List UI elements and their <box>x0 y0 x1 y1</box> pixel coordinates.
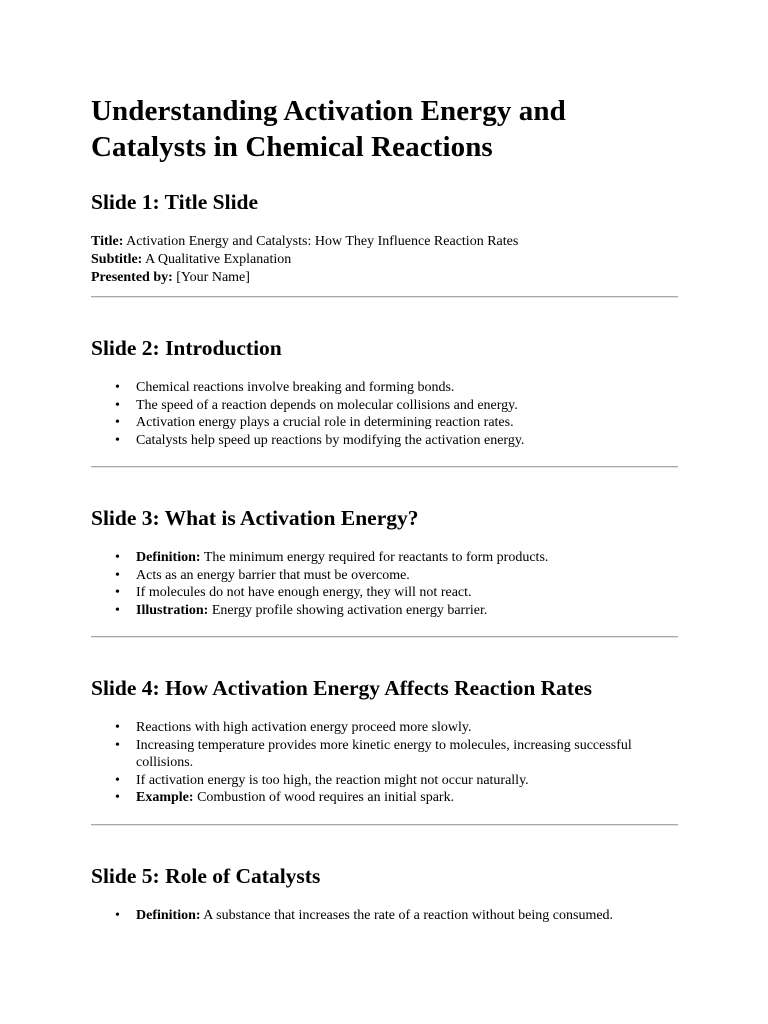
bullet-label: Illustration: <box>136 602 209 618</box>
title-label: Title: <box>91 234 124 249</box>
bullet-text: The minimum energy required for reactants to form products. <box>203 550 549 565</box>
bullet-text: Reactions with high activation energy proceed more slowly. <box>136 720 472 735</box>
bullet-text: Energy profile showing activation energy barrier. <box>211 602 488 618</box>
bullet-icon: • <box>115 602 120 618</box>
slide-5-bullet-list <box>91 907 678 925</box>
slide-5-section <box>91 863 678 925</box>
list-item <box>115 432 678 450</box>
slide-1-details <box>91 233 678 287</box>
list-item <box>115 549 678 567</box>
list-item <box>115 719 678 737</box>
slide-3-section <box>91 505 678 638</box>
section-divider <box>91 296 678 298</box>
slide-2-section <box>91 335 678 468</box>
slide-2-heading: Slide 2: Introduction <box>91 336 282 360</box>
list-item <box>115 567 678 585</box>
bullet-text: Activation energy plays a crucial role in determining reaction rates. <box>136 415 514 430</box>
bullet-icon: • <box>115 737 120 753</box>
bullet-icon: • <box>115 415 120 430</box>
bullet-icon: • <box>115 567 120 583</box>
slide-1-section <box>91 189 678 298</box>
subtitle-label: Subtitle: <box>91 252 143 267</box>
list-item <box>115 737 678 772</box>
bullet-icon: • <box>115 585 120 600</box>
slide-4-bullet-list <box>91 719 678 807</box>
title-line <box>91 233 678 251</box>
bullet-icon: • <box>115 397 120 413</box>
list-item <box>115 414 678 432</box>
slide-3-bullet-list <box>91 549 678 619</box>
bullet-icon: • <box>115 380 120 395</box>
bullet-icon: • <box>115 772 120 788</box>
title-value: Activation Energy and Catalysts: How They Influence Reaction Rates <box>126 234 519 249</box>
slide-2-bullet-list <box>91 379 678 449</box>
slide-3-heading: Slide 3: What is Activation Energy? <box>91 506 419 530</box>
bullet-icon: • <box>115 432 120 448</box>
bullet-text: If molecules do not have enough energy, they will not react. <box>136 585 472 600</box>
list-item <box>115 602 678 620</box>
list-item <box>115 584 678 602</box>
bullet-text: Increasing temperature provides more kinetic energy to molecules, increasing successful collisions. <box>136 737 632 770</box>
bullet-label: Example: <box>136 790 194 805</box>
slide-4-section <box>91 675 678 826</box>
bullet-label: Definition: <box>136 907 201 923</box>
section-divider <box>91 466 678 468</box>
document-title: Understanding Activation Energy and Catalysts in Chemical Reactions <box>91 95 566 163</box>
presenter-line <box>91 269 678 287</box>
bullet-icon: • <box>115 720 120 735</box>
presenter-label: Presented by: <box>91 270 173 285</box>
bullet-text: Combustion of wood requires an initial spark. <box>197 790 455 805</box>
bullet-icon: • <box>115 550 120 565</box>
bullet-text: If activation energy is too high, the reaction might not occur naturally. <box>136 772 529 788</box>
bullet-text: The speed of a reaction depends on molecular collisions and energy. <box>136 397 518 413</box>
list-item <box>115 772 678 790</box>
list-item <box>115 907 678 925</box>
bullet-label: Definition: <box>136 550 201 565</box>
bullet-text: Acts as an energy barrier that must be overcome. <box>136 567 410 583</box>
subtitle-line <box>91 251 678 269</box>
slide-4-heading: Slide 4: How Activation Energy Affects Reaction Rates <box>91 676 592 700</box>
bullet-icon: • <box>115 790 120 805</box>
slide-5-heading: Slide 5: Role of Catalysts <box>91 863 321 888</box>
bullet-text: A substance that increases the rate of a reaction without being consumed. <box>203 907 614 923</box>
subtitle-value: A Qualitative Explanation <box>145 252 292 267</box>
list-item <box>115 397 678 415</box>
bullet-icon: • <box>115 907 120 923</box>
list-item <box>115 789 678 807</box>
section-divider <box>91 636 678 638</box>
presenter-value: [Your Name] <box>176 270 250 285</box>
list-item <box>115 379 678 397</box>
bullet-text: Catalysts help speed up reactions by modifying the activation energy. <box>136 432 525 448</box>
bullet-text: Chemical reactions involve breaking and forming bonds. <box>136 380 455 395</box>
slide-1-heading: Slide 1: Title Slide <box>91 190 259 214</box>
section-divider <box>91 824 678 826</box>
